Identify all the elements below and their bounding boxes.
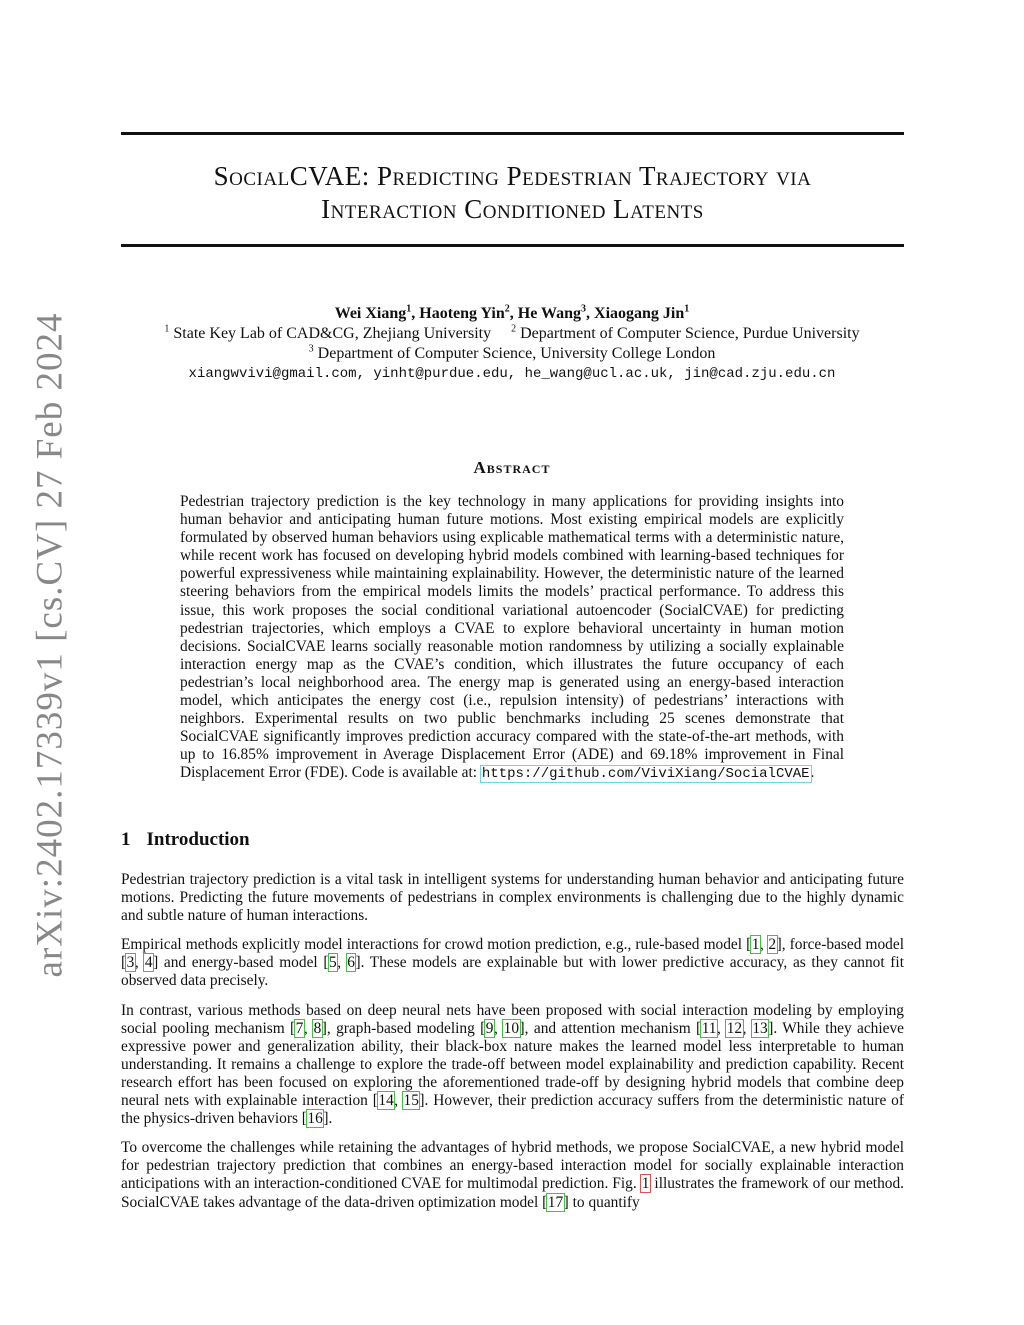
arxiv-sidebar-id: arXiv:2402.17339v1 [cs.CV] 27 Feb 2024: [29, 312, 71, 978]
citation-link[interactable]: 13: [752, 1019, 768, 1037]
paragraph-text: ], graph-based modeling [: [321, 1019, 486, 1037]
author-name: He Wang: [517, 305, 582, 322]
title-rule-top: [121, 132, 904, 135]
affiliation-ucl: Department of Computer Science, University College London: [317, 345, 716, 362]
citation-link[interactable]: 9: [485, 1019, 494, 1037]
citation-sep: ,: [303, 1019, 314, 1037]
section-number: 1: [121, 829, 131, 850]
section-title: Introduction: [146, 829, 250, 850]
author-names: Wei Xiang$^1$, Haoteng Yin$^2$, He Wang$^3$, Xiaogang Jin$^1$: [334, 303, 690, 322]
citation-sep: ,: [394, 1092, 403, 1110]
citation-link[interactable]: 7: [295, 1019, 304, 1037]
citation-link[interactable]: 8: [313, 1019, 322, 1037]
citation-link[interactable]: 2: [768, 936, 777, 954]
author-block: [0, 304, 1024, 384]
citation-sep: ,: [134, 954, 145, 972]
paragraph: [121, 936, 904, 990]
paragraph-text: Empirical methods explicitly model interactions for crowd motion prediction, e.g., rule-based model [: [121, 936, 752, 954]
author-affiliation-mark: 1: [684, 303, 690, 315]
citation-link[interactable]: 3: [126, 954, 135, 972]
paragraph-text: To overcome the challenges while retaining the advantages of hybrid methods, we propose SocialCVAE, a new hybrid model for pedestrian trajectory prediction that combines an energy-based interaction model for socially explainable interaction anticipations with an interaction-conditioned CVAE for multimodal prediction. Fig.: [121, 1139, 904, 1193]
abstract-end: .: [810, 764, 815, 782]
code-url-link[interactable]: https://github.com/ViviXiang/SocialCVAE: [481, 766, 810, 783]
citation-link[interactable]: 14: [378, 1092, 394, 1110]
title-line-1: SocialCVAE: Predicting Pedestrian Trajectory via: [213, 161, 812, 191]
affiliation-zju: State Key Lab of CAD&CG, Zhejiang University: [173, 325, 492, 342]
citation-link[interactable]: 10: [503, 1019, 520, 1037]
paragraph-text: ] to quantify: [563, 1193, 640, 1211]
paragraph-text: illustrates the framework of our method. SocialCVAE takes advantage of the data-driven optimization model [: [121, 1175, 904, 1211]
title-line-2: Interaction Conditioned Latents: [321, 194, 704, 224]
author-name: Haoteng Yin: [419, 305, 505, 322]
abstract-heading: Abstract: [473, 458, 551, 477]
citation-sep: ,: [759, 936, 768, 954]
author-affiliation-mark: 1: [406, 303, 412, 315]
paragraph-text: In contrast, various methods based on deep neural nets have been proposed with social interaction modeling by employing social pooling mechanism [: [121, 1001, 904, 1037]
paragraph-text: ]. However, their prediction accuracy suffers from the deterministic nature of the physics-driven behaviors [: [121, 1092, 904, 1128]
author-name: Wei Xiang: [334, 305, 407, 322]
citation-link[interactable]: 16: [307, 1110, 323, 1128]
citation-sep: ,: [493, 1019, 504, 1037]
introduction-body: [121, 871, 904, 1223]
paragraph-text: ].: [323, 1110, 333, 1128]
paragraph-text: ], and attention mechanism [: [519, 1019, 702, 1037]
affiliation-mark: 1: [164, 323, 170, 335]
citation-link[interactable]: 6: [347, 954, 355, 972]
citation-link[interactable]: 4: [144, 954, 153, 972]
figure-ref-link[interactable]: 1: [641, 1175, 650, 1193]
abstract-text: Pedestrian trajectory prediction is the key technology in many applications for providing insights into human behavior and anticipating human future motions. Most existing empirical models are explicitly formulated by observed human behaviors using explicable mathematical terms with a deterministic nature, while recent work has focused on developing hybrid models combined with learning-based techniques for powerful expressiveness while maintaining explainability. However, the deterministic nature of the learned steering behaviors from the empirical models limits the models’ practical performance. To address this issue, this work proposes the social conditional variational autoencoder (SocialCVAE) for predicting pedestrian trajectories, which employs a CVAE to explore behavioral uncertainty in human motion decisions. SocialCVAE learns socially reasonable motion randomness by utilizing a socially explainable interaction energy map as the CVAE’s condition, which illustrates the future occupancy of each pedestrian’s local neighborhood area. The energy map is generated using an energy-based interaction model, which anticipates the energy cost (i.e., repulsion intensity) of pedestrians’ interactions with neighbors. Experimental results on two public benchmarks including 25 scenes demonstrate that SocialCVAE significantly improves prediction accuracy compared with the state-of-the-art methods, with up to 16.85% improvement in Average Displacement Error (ADE) and 69.18% improvement in Final Displacement Error (FDE). Code is available at:: [180, 493, 844, 782]
paragraph-text: ] and energy-based model [: [153, 954, 329, 972]
author-name: Xiaogang Jin: [594, 305, 685, 322]
citation-link[interactable]: 11: [701, 1019, 717, 1037]
paragraph-text: ]. These models are explainable but with lower predictive accuracy, as they cannot fit observed data precisely.: [121, 954, 904, 990]
paragraph: Pedestrian trajectory prediction is a vital task in intelligent systems for understanding human behavior and anticipating future motions. Predicting the future movements of pedestrians in complex environments is challenging due to the highly dynamic and subtle nature of human interactions.: [121, 871, 904, 925]
citation-link[interactable]: 15: [403, 1092, 419, 1110]
author-affiliation-mark: 3: [581, 303, 587, 315]
paper-title: [121, 160, 904, 226]
citation-link[interactable]: 17: [547, 1193, 564, 1211]
paragraph-text: ]. While they achieve expressive power and generalization ability, their black-box nature makes the learned model less interpretable to human understanding. It remains a challenge to explore the trade-off between model explainability and prediction capability. Recent research effort has been focused on exploring the aforementioned trade-off by designing hybrid models that combine deep neural nets with explainable interaction [: [121, 1019, 905, 1110]
affiliation-mark: 3: [308, 343, 314, 355]
citation-sep: ,: [717, 1019, 727, 1037]
citation-sep: ,: [337, 954, 347, 972]
section-heading-introduction: [121, 829, 250, 851]
citation-sep: ,: [742, 1019, 752, 1037]
citation-link[interactable]: 5: [329, 954, 337, 972]
citation-link[interactable]: 1: [751, 936, 760, 954]
paragraph-text: ], force-based model [: [121, 936, 904, 972]
affiliations-line-1: [0, 324, 1024, 344]
affiliation-purdue: Department of Computer Science, Purdue University: [520, 325, 860, 342]
paragraph: [121, 1139, 904, 1211]
affiliations-line-2: [0, 344, 1024, 364]
paragraph: [121, 1002, 904, 1129]
affiliation-mark: 2: [511, 323, 517, 335]
abstract-body: [180, 493, 844, 784]
author-affiliation-mark: 2: [504, 303, 510, 315]
author-emails: xiangwvivi@gmail.com, yinht@purdue.edu, he_wang@ucl.ac.uk, jin@cad.zju.edu.cn: [188, 366, 836, 382]
title-rule-bottom: [121, 244, 904, 247]
citation-link[interactable]: 12: [726, 1019, 743, 1037]
